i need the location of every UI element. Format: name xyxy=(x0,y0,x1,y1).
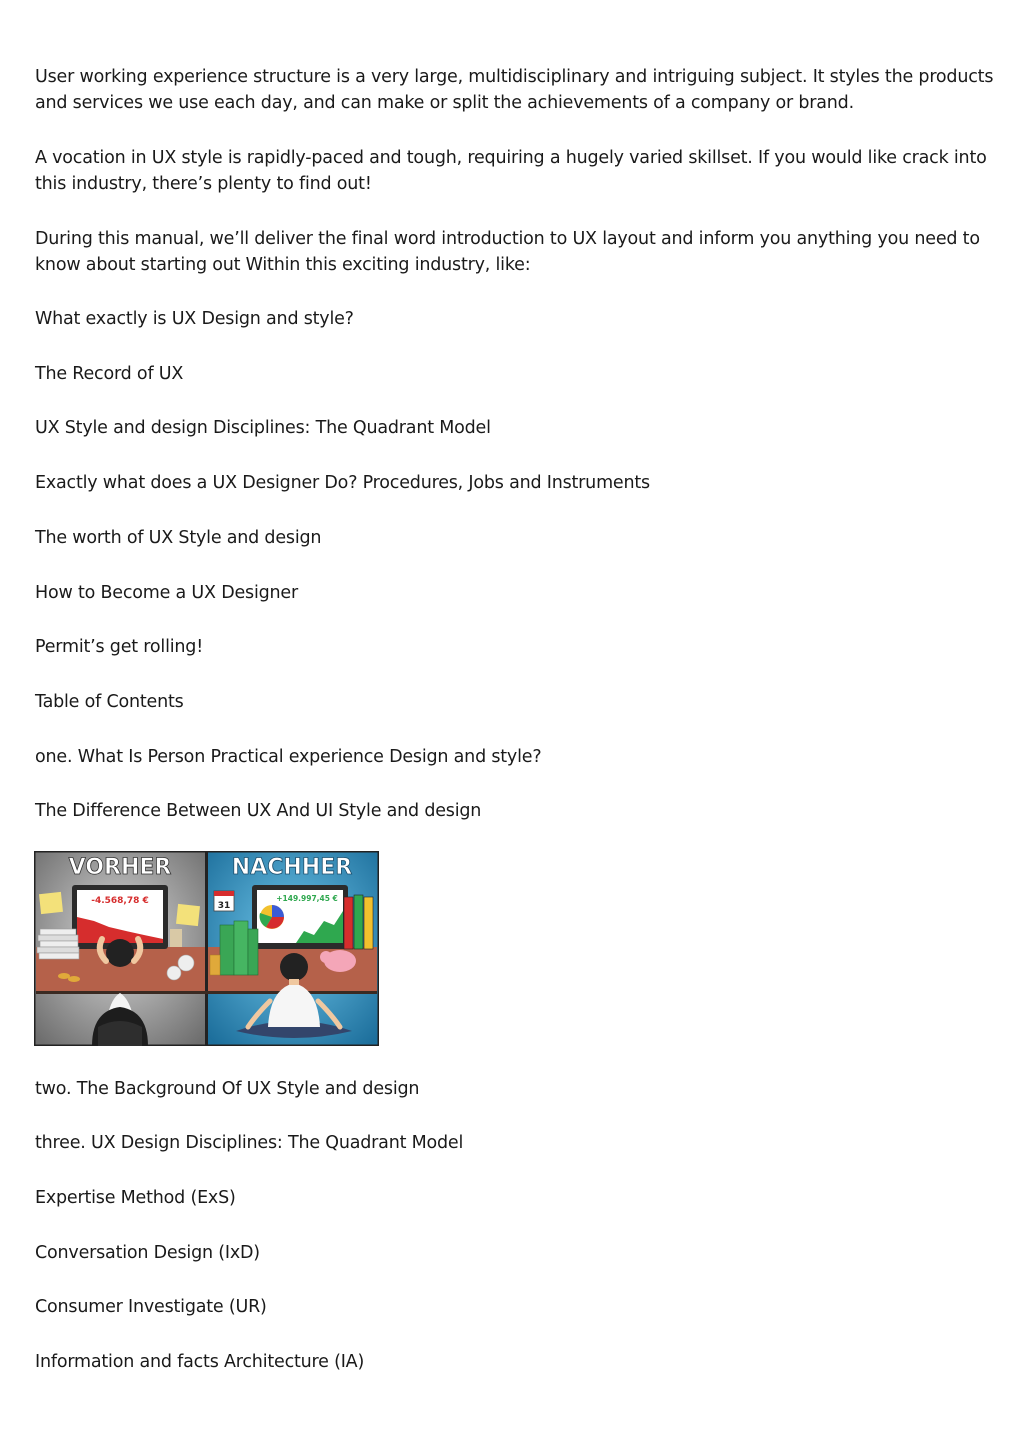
text-line: this industry, there’s plenty to find out! xyxy=(35,174,372,194)
list-item: How to Become a UX Designer xyxy=(35,583,298,603)
illustration-svg xyxy=(34,851,379,1046)
intro-paragraph xyxy=(35,64,993,116)
list-item: Exactly what does a UX Designer Do? Procedures, Jobs and Instruments xyxy=(35,473,650,493)
text-line: During this manual, we’ll deliver the final word introduction to UX layout and inform you anything you need to xyxy=(35,229,980,249)
list-item: two. The Background Of UX Style and design xyxy=(35,1079,420,1099)
calendar-day: 31 xyxy=(217,901,231,911)
right-person-head xyxy=(280,953,308,981)
list-item: Conversation Design (IxD) xyxy=(35,1243,260,1263)
left-value: -4.568,78 € xyxy=(91,896,149,906)
text-line: A vocation in UX style is rapidly-paced and tough, requiring a hugely varied skillset. If you would like crack into xyxy=(35,148,987,168)
list-item: Expertise Method (ExS) xyxy=(35,1188,236,1208)
before-after-illustration xyxy=(34,851,379,1046)
text-line: know about starting out Within this exciting industry, like: xyxy=(35,255,531,275)
binder xyxy=(344,897,353,949)
left-heading: VORHER xyxy=(68,855,172,880)
left-person-head xyxy=(106,939,134,967)
list-item: UX Style and design Disciplines: The Quadrant Model xyxy=(35,418,491,438)
list-item: three. UX Design Disciplines: The Quadrant Model xyxy=(35,1133,464,1153)
list-item: Information and facts Architecture (IA) xyxy=(35,1352,365,1372)
list-item: Consumer Investigate (UR) xyxy=(35,1297,267,1317)
money-stack xyxy=(220,925,234,975)
list-item: The worth of UX Style and design xyxy=(35,528,322,548)
manual-paragraph xyxy=(35,226,980,278)
right-value: +149.997,45 € xyxy=(276,894,338,903)
list-item: one. What Is Person Practical experience Design and style? xyxy=(35,747,542,767)
toc-heading: Table of Contents xyxy=(35,692,184,712)
text-line: User working experience structure is a very large, multidisciplinary and intriguing subject. It styles the products xyxy=(35,67,994,87)
list-item: The Difference Between UX And UI Style and design xyxy=(35,801,482,821)
list-item: Permit’s get rolling! xyxy=(35,637,204,657)
career-paragraph xyxy=(35,145,987,197)
list-item: What exactly is UX Design and style? xyxy=(35,309,354,329)
list-item: The Record of UX xyxy=(35,364,184,384)
right-heading: NACHHER xyxy=(231,855,353,880)
text-line: and services we use each day, and can make or split the achievements of a company or brand. xyxy=(35,93,854,113)
